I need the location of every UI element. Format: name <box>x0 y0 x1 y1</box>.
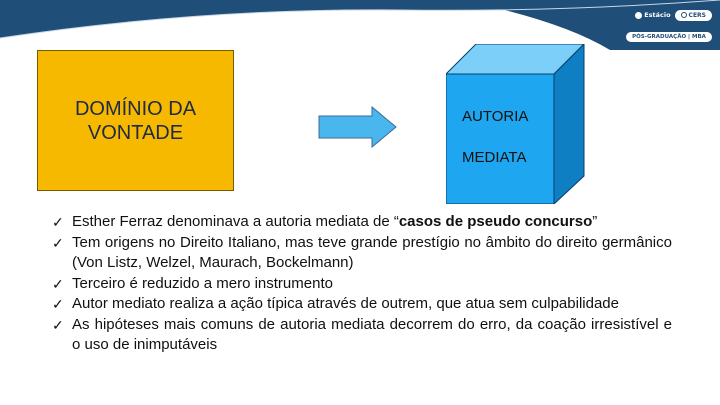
bullet-list <box>48 212 672 356</box>
cers-mark-icon <box>681 12 687 18</box>
header-band <box>0 0 720 50</box>
list-item: ✓ As hipóteses mais comuns de autoria mediata decorrem do erro, da coação irresistível e o uso de inimputáveis <box>52 315 672 353</box>
checkmark-icon: ✓ <box>52 296 64 312</box>
autoria-mediata-cube <box>446 44 586 208</box>
list-item: ✓ Tem origens no Direito Italiano, mas teve grande prestígio no âmbito do direito germânico (Von Listz, Welzel, Maurach, Bockelmann) <box>52 233 672 271</box>
list-item: ✓ Terceiro é reduzido a mero instrumento <box>48 274 672 295</box>
cers-label: CERS <box>688 11 706 19</box>
cers-logo <box>675 10 712 21</box>
checkmark-icon: ✓ <box>52 214 64 230</box>
list-item: ✓ Autor mediato realiza a ação típica através de outrem, que atua sem culpabilidade <box>48 294 672 315</box>
dominio-vontade-label: DOMÍNIO DA VONTADE <box>74 97 197 144</box>
right-arrow-icon <box>318 106 398 148</box>
checkmark-icon: ✓ <box>52 316 64 333</box>
estacio-logo <box>635 11 670 19</box>
header-wave-shape <box>0 0 720 50</box>
estacio-label: Estácio <box>644 11 671 19</box>
brand-logos <box>626 6 712 42</box>
dominio-vontade-box <box>37 50 234 191</box>
checkmark-icon: ✓ <box>52 275 64 292</box>
checkmark-icon: ✓ <box>52 234 64 251</box>
program-badge: PÓS-GRADUAÇÃO | MBA <box>626 32 712 42</box>
list-item: ✓ Esther Ferraz denominava a autoria mediata de “casos de pseudo concurso” <box>48 212 672 233</box>
cube-label-bottom: MEDIATA <box>462 149 527 166</box>
estacio-mark-icon <box>635 12 642 19</box>
cube-label-top: AUTORIA <box>462 108 529 125</box>
